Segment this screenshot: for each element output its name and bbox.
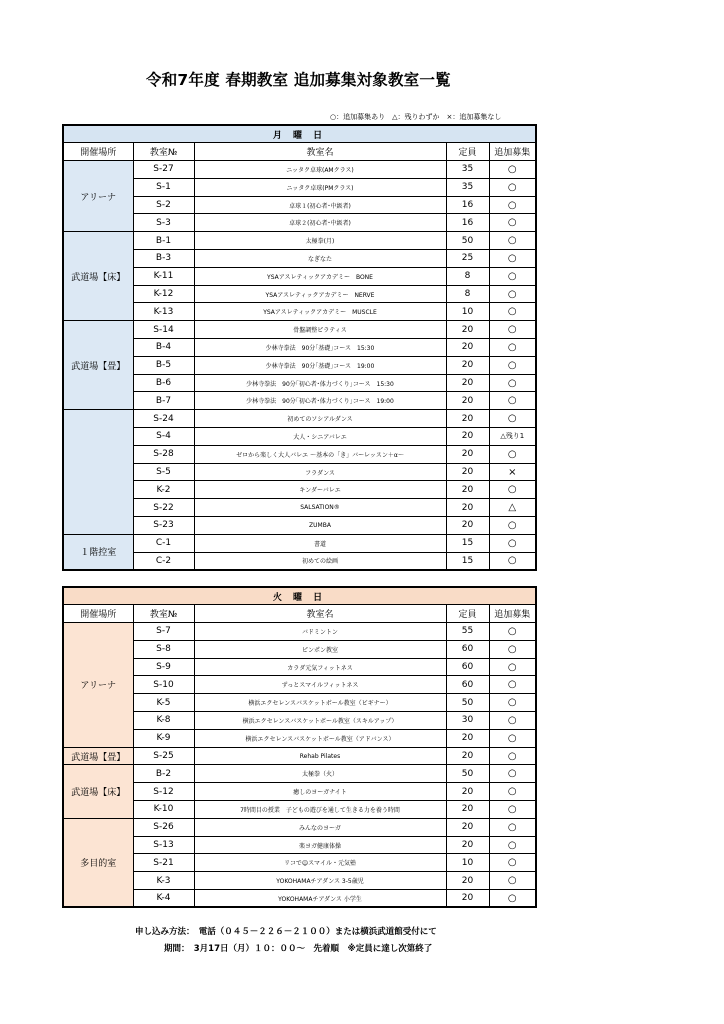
recruit-status: ○	[489, 712, 536, 730]
table-row	[63, 410, 536, 428]
class-number: K-2	[133, 481, 194, 499]
class-capacity: 20	[446, 481, 489, 499]
table-row	[63, 428, 536, 446]
class-capacity: 10	[446, 303, 489, 321]
class-name: YOKOHAMAチアダンス 3-5歳児	[194, 872, 446, 890]
class-capacity: 20	[446, 463, 489, 481]
class-number: S-4	[133, 428, 194, 446]
table-row	[63, 534, 536, 552]
class-name: キンダーバレエ	[194, 481, 446, 499]
recruit-status: ○	[489, 623, 536, 641]
table-row	[63, 356, 536, 374]
table-row	[63, 552, 536, 570]
class-number: K-8	[133, 712, 194, 730]
status-legend: ○：追加募集あり △：残りわずか ×：追加募集なし	[330, 113, 502, 121]
column-header-row	[63, 605, 536, 623]
class-name: 卓球１(初心者･中級者)	[194, 196, 446, 214]
class-capacity: 60	[446, 640, 489, 658]
table-row	[63, 250, 536, 268]
class-capacity: 8	[446, 267, 489, 285]
class-name: 少林寺拳法 90分｢基礎｣コース 19:00	[194, 356, 446, 374]
class-number: S-21	[133, 854, 194, 872]
table-row	[63, 196, 536, 214]
table-row	[63, 854, 536, 872]
class-number: K-13	[133, 303, 194, 321]
venue-cell: １階控室	[63, 534, 133, 570]
class-number: B-6	[133, 374, 194, 392]
class-number: S-3	[133, 214, 194, 232]
venue-cell: 武道場【畳】	[63, 747, 133, 765]
table-row	[63, 801, 536, 819]
class-name: 7時間目の授業 子どもの遊びを通して生きる力を養う時間	[194, 801, 446, 819]
class-capacity: 20	[446, 801, 489, 819]
class-number: S-22	[133, 499, 194, 517]
column-header-capacity: 定員	[446, 605, 489, 623]
day-header-row	[63, 125, 536, 143]
table-row	[63, 499, 536, 517]
class-capacity: 20	[446, 356, 489, 374]
venue-cell: アリーナ	[63, 161, 133, 232]
class-capacity: 20	[446, 499, 489, 517]
class-capacity: 15	[446, 534, 489, 552]
class-name: バドミントン	[194, 623, 446, 641]
table-row	[63, 232, 536, 250]
class-name: YSAアスレティックアカデミー MUSCLE	[194, 303, 446, 321]
class-name: YSAアスレティックアカデミー BONE	[194, 267, 446, 285]
class-number: S-9	[133, 658, 194, 676]
recruit-status: ○	[489, 640, 536, 658]
recruit-status: ○	[489, 747, 536, 765]
class-number: K-12	[133, 285, 194, 303]
table-row	[63, 658, 536, 676]
recruit-status: ○	[489, 818, 536, 836]
class-capacity: 20	[446, 374, 489, 392]
class-name: 少林寺拳法 90分｢初心者･体力づくり｣コース 15:30	[194, 374, 446, 392]
recruit-status: ○	[489, 214, 536, 232]
class-number: S-24	[133, 410, 194, 428]
class-name: ずっとスマイルフィットネス	[194, 676, 446, 694]
class-number: S-14	[133, 321, 194, 339]
class-capacity: 20	[446, 445, 489, 463]
class-name: みんなのヨーガ	[194, 818, 446, 836]
class-capacity: 20	[446, 747, 489, 765]
table-row	[63, 214, 536, 232]
recruit-status: ○	[489, 765, 536, 783]
venue-cell: 武道場【畳】	[63, 321, 133, 410]
table-row	[63, 694, 536, 712]
class-capacity: 20	[446, 410, 489, 428]
class-number: B-4	[133, 339, 194, 357]
table-row	[63, 676, 536, 694]
column-header-name: 教室名	[194, 143, 446, 161]
class-number: S-27	[133, 161, 194, 179]
table-row	[63, 463, 536, 481]
class-number: B-7	[133, 392, 194, 410]
recruit-status: ○	[489, 250, 536, 268]
class-number: K-10	[133, 801, 194, 819]
day-label: 火 曜 日	[63, 587, 536, 605]
class-capacity: 15	[446, 552, 489, 570]
class-name: 初めての絵画	[194, 552, 446, 570]
class-number: K-4	[133, 890, 194, 908]
class-capacity: 20	[446, 392, 489, 410]
class-number: S-23	[133, 517, 194, 535]
recruit-status: ○	[489, 267, 536, 285]
table-row	[63, 729, 536, 747]
class-number: S-10	[133, 676, 194, 694]
venue-cell: アリーナ	[63, 623, 133, 748]
day-label: 月 曜 日	[63, 125, 536, 143]
class-name: Rehab Pilates	[194, 747, 446, 765]
table-row	[63, 890, 536, 908]
table-row	[63, 712, 536, 730]
class-capacity: 20	[446, 321, 489, 339]
class-name: ピンポン教室	[194, 640, 446, 658]
class-capacity: 20	[446, 339, 489, 357]
table-row	[63, 267, 536, 285]
class-capacity: 20	[446, 872, 489, 890]
venue-cell: 武道場【床】	[63, 232, 133, 321]
class-capacity: 8	[446, 285, 489, 303]
recruit-status: ○	[489, 729, 536, 747]
class-capacity: 20	[446, 517, 489, 535]
class-name: 骨盤調整ピラティス	[194, 321, 446, 339]
page-title: 令和7年度 春期教室 追加募集対象教室一覧	[146, 71, 451, 89]
class-capacity: 20	[446, 836, 489, 854]
column-header-name: 教室名	[194, 605, 446, 623]
recruit-status: △残り1	[489, 428, 536, 446]
class-name: リコで☺スマイル・元気塾	[194, 854, 446, 872]
class-capacity: 50	[446, 694, 489, 712]
table-row	[63, 321, 536, 339]
class-number: K-3	[133, 872, 194, 890]
class-number: S-13	[133, 836, 194, 854]
table-row	[63, 623, 536, 641]
venue-cell: 武道場【床】	[63, 765, 133, 818]
table-row	[63, 285, 536, 303]
table-row	[63, 161, 536, 179]
class-capacity: 16	[446, 214, 489, 232]
class-number: S-1	[133, 178, 194, 196]
table-row	[63, 481, 536, 499]
class-number: K-9	[133, 729, 194, 747]
column-header-place: 開催場所	[63, 605, 133, 623]
recruit-status: ○	[489, 339, 536, 357]
table-row	[63, 303, 536, 321]
table-row	[63, 872, 536, 890]
recruit-status: ○	[489, 196, 536, 214]
class-capacity: 55	[446, 623, 489, 641]
class-number: B-2	[133, 765, 194, 783]
table-row	[63, 339, 536, 357]
recruit-status: ○	[489, 836, 536, 854]
class-name: 楽ヨガ健康体操	[194, 836, 446, 854]
class-capacity: 20	[446, 428, 489, 446]
class-number: S-12	[133, 783, 194, 801]
table-row	[63, 747, 536, 765]
class-capacity: 25	[446, 250, 489, 268]
class-capacity: 20	[446, 729, 489, 747]
class-number: S-25	[133, 747, 194, 765]
column-header-no: 教室№	[133, 143, 194, 161]
recruit-status: ○	[489, 694, 536, 712]
class-capacity: 35	[446, 161, 489, 179]
column-header-status: 追加募集	[489, 605, 536, 623]
class-number: S-8	[133, 640, 194, 658]
recruit-status: ○	[489, 445, 536, 463]
class-name: 横浜エクセレンスバスケットボール教室（アドバンス）	[194, 729, 446, 747]
recruit-status: ○	[489, 303, 536, 321]
class-number: C-1	[133, 534, 194, 552]
class-capacity: 20	[446, 890, 489, 908]
class-capacity: 60	[446, 658, 489, 676]
class-capacity: 50	[446, 232, 489, 250]
class-capacity: 60	[446, 676, 489, 694]
table-row	[63, 836, 536, 854]
recruit-status: ○	[489, 552, 536, 570]
recruit-status: ○	[489, 178, 536, 196]
recruit-status: ○	[489, 872, 536, 890]
class-capacity: 16	[446, 196, 489, 214]
table-row	[63, 783, 536, 801]
table-row	[63, 640, 536, 658]
column-header-capacity: 定員	[446, 143, 489, 161]
table-row	[63, 517, 536, 535]
venue-cell: 多目的室	[63, 818, 133, 907]
class-capacity: 50	[446, 765, 489, 783]
recruit-status: ○	[489, 410, 536, 428]
recruit-status: ○	[489, 321, 536, 339]
recruit-status: ×	[489, 463, 536, 481]
class-name: 少林寺拳法 90分｢基礎｣コース 15:30	[194, 339, 446, 357]
class-name: YSAアスレティックアカデミー NERVE	[194, 285, 446, 303]
class-name: 書道	[194, 534, 446, 552]
class-name: 大人・シニアバレエ	[194, 428, 446, 446]
table-row	[63, 765, 536, 783]
column-header-status: 追加募集	[489, 143, 536, 161]
application-method: 申し込み方法： 電話（０４５－２２６－２１００）または横浜武道館受付にて	[135, 927, 437, 937]
class-number: B-1	[133, 232, 194, 250]
recruit-status: ○	[489, 676, 536, 694]
recruit-status: ○	[489, 356, 536, 374]
class-number: S-2	[133, 196, 194, 214]
table-row	[63, 178, 536, 196]
class-number: S-28	[133, 445, 194, 463]
class-capacity: 20	[446, 783, 489, 801]
recruit-status: ○	[489, 392, 536, 410]
recruit-status: ○	[489, 481, 536, 499]
class-name: なぎなた	[194, 250, 446, 268]
class-number: K-5	[133, 694, 194, 712]
class-number: S-5	[133, 463, 194, 481]
column-header-place: 開催場所	[63, 143, 133, 161]
class-name: 太極拳（火）	[194, 765, 446, 783]
recruit-status: ○	[489, 890, 536, 908]
venue-cell	[63, 410, 133, 535]
recruit-status: ○	[489, 801, 536, 819]
class-name: ニッタク卓球(PMクラス)	[194, 178, 446, 196]
class-name: 少林寺拳法 90分｢初心者･体力づくり｣コース 19:00	[194, 392, 446, 410]
recruit-status: △	[489, 499, 536, 517]
table-row	[63, 374, 536, 392]
recruit-status: ○	[489, 783, 536, 801]
day-header-row	[63, 587, 536, 605]
table-row	[63, 818, 536, 836]
class-name: 初めてのソシアルダンス	[194, 410, 446, 428]
class-number: C-2	[133, 552, 194, 570]
monday-table	[62, 124, 537, 571]
class-number: B-5	[133, 356, 194, 374]
recruit-status: ○	[489, 854, 536, 872]
class-name: YOKOHAMAチアダンス 小学生	[194, 890, 446, 908]
class-name: 癒しのヨーガナイト	[194, 783, 446, 801]
tuesday-table	[62, 586, 537, 908]
recruit-status: ○	[489, 658, 536, 676]
class-number: S-7	[133, 623, 194, 641]
class-name: 横浜エクセレンスバスケットボール教室（ビギナー）	[194, 694, 446, 712]
class-capacity: 10	[446, 854, 489, 872]
recruit-status: ○	[489, 232, 536, 250]
class-capacity: 20	[446, 818, 489, 836]
class-name: 横浜エクセレンスバスケットボール教室（スキルアップ）	[194, 712, 446, 730]
column-header-row	[63, 143, 536, 161]
class-capacity: 30	[446, 712, 489, 730]
recruit-status: ○	[489, 517, 536, 535]
column-header-no: 教室№	[133, 605, 194, 623]
class-number: K-11	[133, 267, 194, 285]
class-name: ニッタク卓球(AMクラス)	[194, 161, 446, 179]
class-capacity: 35	[446, 178, 489, 196]
class-name: ZUMBA	[194, 517, 446, 535]
table-row	[63, 445, 536, 463]
recruit-status: ○	[489, 374, 536, 392]
class-name: 太極拳(月)	[194, 232, 446, 250]
recruit-status: ○	[489, 285, 536, 303]
class-name: 卓球２(初心者･中級者)	[194, 214, 446, 232]
class-number: S-26	[133, 818, 194, 836]
class-name: フラダンス	[194, 463, 446, 481]
recruit-status: ○	[489, 161, 536, 179]
class-name: ゼロから楽しく大人バレエ ～基本の「き」バーレッスン＋α～	[194, 445, 446, 463]
recruit-status: ○	[489, 534, 536, 552]
class-name: カラダ元気フィットネス	[194, 658, 446, 676]
application-period: 期間： 3月17日（月）１０：００～ 先着順 ※定員に達し次第終了	[164, 944, 433, 954]
table-row	[63, 392, 536, 410]
class-name: SALSATION®	[194, 499, 446, 517]
class-number: B-3	[133, 250, 194, 268]
